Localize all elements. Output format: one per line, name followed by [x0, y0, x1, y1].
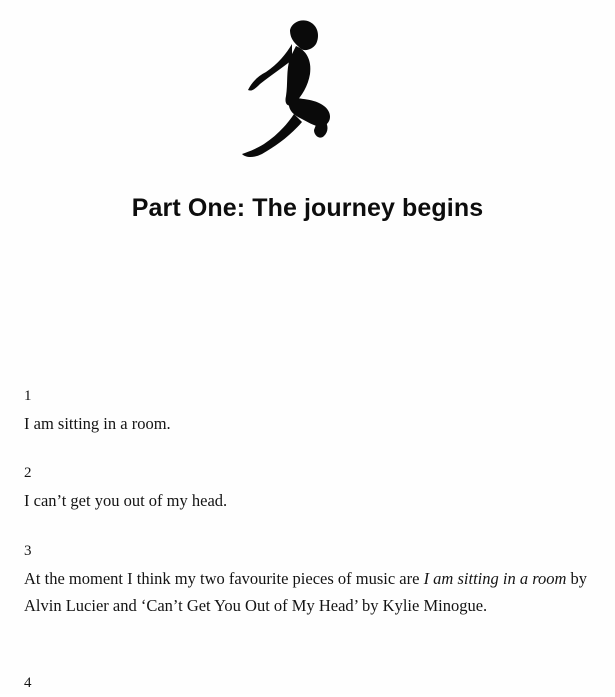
leaping-woman-silhouette-icon — [240, 18, 340, 160]
section-number: 1 — [24, 388, 32, 404]
section-text: I can’t get you out of my head. — [24, 491, 228, 510]
work-title-italic: I am sitting in a room — [423, 569, 567, 588]
section-text-part: by Alvin Lucier and ‘Can’t Get You Out of My Head’ by Kylie Minogue. — [24, 569, 588, 615]
section-number: 2 — [24, 465, 32, 481]
part-title: Part One: The journey begins — [131, 194, 484, 222]
section-4 — [24, 670, 604, 697]
section-1 — [24, 383, 604, 437]
section-number: 4 — [24, 675, 32, 691]
section-number: 3 — [24, 543, 32, 559]
section-text: I am sitting in a room. — [24, 414, 171, 433]
section-2 — [24, 460, 604, 514]
section-text-part: At the moment I think my two favourite pieces of music are — [24, 569, 424, 588]
section-3 — [24, 538, 604, 619]
section-text — [24, 565, 604, 619]
